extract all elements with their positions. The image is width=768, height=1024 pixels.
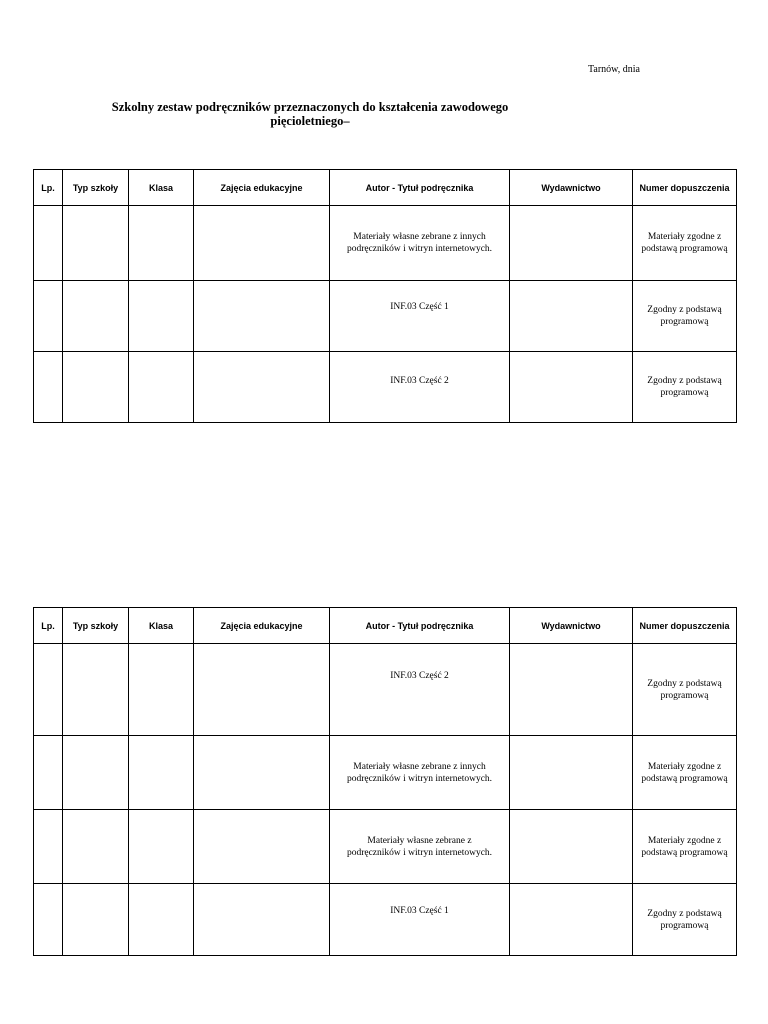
table-header-row <box>34 170 737 206</box>
cell-typ <box>63 281 129 352</box>
document-title: Szkolny zestaw podręczników przeznaczonych do kształcenia zawodowego pięcioletniego– <box>111 100 509 128</box>
col-header-lp: Lp. <box>34 170 63 206</box>
col-header-typ-szkoly: Typ szkoły <box>63 170 129 206</box>
place-date: Tarnów, dnia <box>588 64 640 75</box>
cell-lp <box>34 644 63 736</box>
table-row <box>34 810 737 884</box>
cell-wydawnictwo <box>510 644 633 736</box>
table-row <box>34 884 737 956</box>
cell-lp <box>34 352 63 423</box>
col-header-typ-szkoly: Typ szkoły <box>63 608 129 644</box>
cell-autor: Materiały własne zebrane z podręczników i witryn internetowych. <box>330 810 510 884</box>
col-header-wydawnictwo: Wydawnictwo <box>510 608 633 644</box>
cell-klasa <box>129 884 194 956</box>
cell-wydawnictwo <box>510 206 633 281</box>
col-header-numer: Numer dopuszczenia <box>633 608 737 644</box>
cell-numer: Zgodny z podstawą programową <box>633 352 737 423</box>
cell-typ <box>63 644 129 736</box>
col-header-numer: Numer dopuszczenia <box>633 170 737 206</box>
col-header-autor-tytul: Autor - Tytuł podręcznika <box>330 170 510 206</box>
cell-zajecia <box>194 352 330 423</box>
cell-typ <box>63 810 129 884</box>
cell-wydawnictwo <box>510 810 633 884</box>
cell-numer: Zgodny z podstawą programową <box>633 281 737 352</box>
cell-zajecia <box>194 644 330 736</box>
cell-typ <box>63 884 129 956</box>
cell-klasa <box>129 352 194 423</box>
textbook-table-1 <box>33 169 737 423</box>
table-header-row <box>34 608 737 644</box>
cell-autor: INF.03 Część 2 <box>330 352 510 423</box>
cell-lp <box>34 206 63 281</box>
textbook-table-2 <box>33 607 737 956</box>
cell-klasa <box>129 281 194 352</box>
cell-klasa <box>129 810 194 884</box>
col-header-autor-tytul: Autor - Tytuł podręcznika <box>330 608 510 644</box>
cell-autor: INF.03 Część 1 <box>330 884 510 956</box>
cell-lp <box>34 736 63 810</box>
table-row <box>34 281 737 352</box>
cell-numer: Materiały zgodne z podstawą programową <box>633 810 737 884</box>
cell-klasa <box>129 736 194 810</box>
col-header-lp: Lp. <box>34 608 63 644</box>
cell-typ <box>63 206 129 281</box>
cell-lp <box>34 884 63 956</box>
cell-zajecia <box>194 810 330 884</box>
cell-typ <box>63 352 129 423</box>
cell-numer: Zgodny z podstawą programową <box>633 884 737 956</box>
cell-numer: Materiały zgodne z podstawą programową <box>633 736 737 810</box>
cell-numer: Materiały zgodne z podstawą programową <box>633 206 737 281</box>
col-header-zajecia: Zajęcia edukacyjne <box>194 170 330 206</box>
cell-lp <box>34 281 63 352</box>
cell-autor: Materiały własne zebrane z innych podręczników i witryn internetowych. <box>330 736 510 810</box>
table-row <box>34 644 737 736</box>
cell-autor: INF.03 Część 2 <box>330 644 510 736</box>
cell-zajecia <box>194 206 330 281</box>
cell-wydawnictwo <box>510 352 633 423</box>
cell-autor: INF.03 Część 1 <box>330 281 510 352</box>
cell-lp <box>34 810 63 884</box>
cell-klasa <box>129 644 194 736</box>
cell-numer: Zgodny z podstawą programową <box>633 644 737 736</box>
cell-zajecia <box>194 281 330 352</box>
col-header-zajecia: Zajęcia edukacyjne <box>194 608 330 644</box>
cell-typ <box>63 736 129 810</box>
cell-klasa <box>129 206 194 281</box>
col-header-klasa: Klasa <box>129 608 194 644</box>
cell-zajecia <box>194 736 330 810</box>
cell-wydawnictwo <box>510 884 633 956</box>
col-header-klasa: Klasa <box>129 170 194 206</box>
cell-wydawnictwo <box>510 736 633 810</box>
table-row <box>34 352 737 423</box>
cell-zajecia <box>194 884 330 956</box>
table-row <box>34 736 737 810</box>
table-row <box>34 206 737 281</box>
cell-autor: Materiały własne zebrane z innych podręczników i witryn internetowych. <box>330 206 510 281</box>
col-header-wydawnictwo: Wydawnictwo <box>510 170 633 206</box>
cell-wydawnictwo <box>510 281 633 352</box>
